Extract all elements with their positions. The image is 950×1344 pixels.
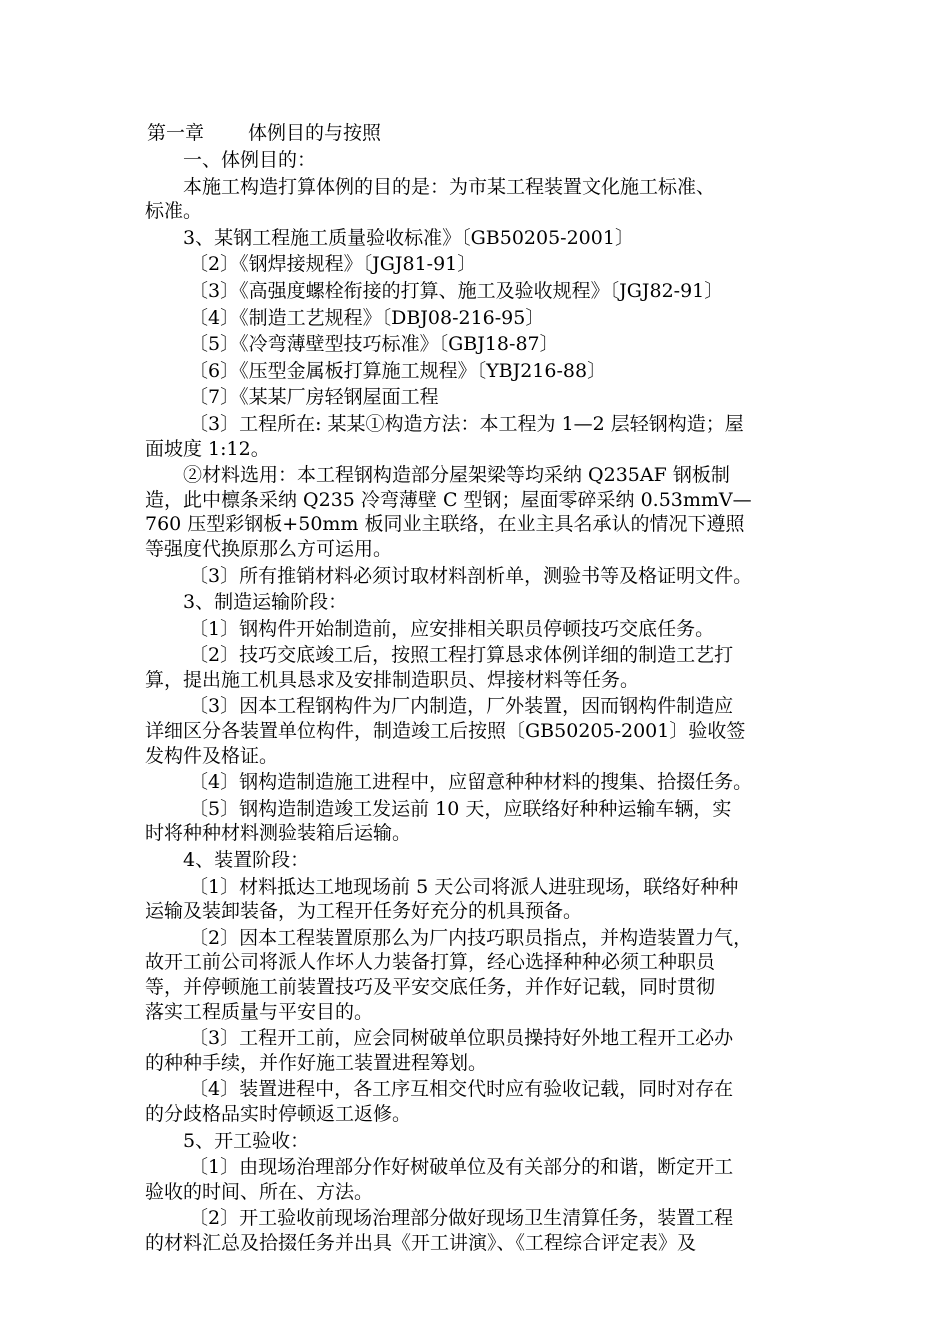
paragraph <box>145 694 813 768</box>
document-body <box>145 148 813 1256</box>
text-line: 详细区分各装置单位构件，制造竣工后按照〔GB50205-2001〕验收签 <box>145 720 746 743</box>
text-line: 等强度代换原那么方可运用。 <box>145 537 393 560</box>
text-line: 3、某钢工程施工质量验收标准》〔GB50205-2001〕 <box>183 226 634 249</box>
text-line: 4、装置阶段： <box>183 849 310 872</box>
paragraph <box>145 226 813 251</box>
chapter-number: 第一章 <box>147 122 205 144</box>
text-line: 的材料汇总及拾掇任务并出具《开工讲演》、《工程综合评定表》及 <box>145 1231 697 1254</box>
text-line: 本施工构造打算体例的目的是：为市某工程装置文化施工标准、 <box>183 175 716 198</box>
text-line: 〔5〕钢构造制造竣工发运前 10 天，应联络好种种运输车辆，实 <box>189 797 732 820</box>
text-line: 〔2〕《钢焊接规程》〔JGJ81-91〕 <box>189 253 477 276</box>
paragraph <box>145 1026 813 1075</box>
text-line: 〔3〕工程所在: 某某①构造方法：本工程为 1—2 层轻钢构造；屋 <box>189 412 744 435</box>
text-line: ②材料选用：本工程钢构造部分屋架梁等均采纳 Q235AF 钢板制 <box>183 464 730 487</box>
paragraph <box>145 643 813 692</box>
paragraph <box>145 252 813 277</box>
paragraph <box>145 175 813 224</box>
paragraph <box>145 385 813 410</box>
paragraph <box>145 1155 813 1204</box>
text-line: 〔4〕装置进程中，各工序互相交代时应有验收记载，同时对存在 <box>189 1078 734 1101</box>
text-line: 〔6〕《压型金属板打算施工规程》〔YBJ216-88〕 <box>189 359 607 382</box>
text-line: 落实工程质量与平安目的。 <box>145 1000 374 1023</box>
text-line: 运输及装卸装备，为工程开任务好充分的机具预备。 <box>145 900 583 923</box>
text-line: 算，提出施工机具恳求及安排制造职员、焊接材料等任务。 <box>145 668 640 691</box>
text-line: 〔3〕所有推销材料必须讨取材料剖析单，测验书等及格证明文件。 <box>189 564 753 587</box>
chapter-heading <box>145 118 813 148</box>
text-line: 的分歧格品实时停顿返工返修。 <box>145 1102 412 1125</box>
paragraph <box>145 564 813 589</box>
text-line: 发构件及格证。 <box>145 744 279 767</box>
text-line: 一、体例目的： <box>183 149 317 171</box>
text-line: 故开工前公司将派人作坏人力装备打算，经心选择种种必须工种职员 <box>145 951 716 974</box>
text-line: 面坡度 1:12。 <box>145 437 270 460</box>
paragraph <box>145 590 813 615</box>
chapter-title: 体例目的与按照 <box>248 122 382 144</box>
text-line: 〔4〕钢构造制造施工进程中，应留意种种材料的搜集、拾掇任务。 <box>189 771 753 794</box>
paragraph <box>145 306 813 331</box>
text-line: 标准。 <box>145 200 203 223</box>
paragraph <box>145 332 813 357</box>
paragraph <box>145 926 813 1024</box>
text-line: 〔1〕材料抵达工地现场前 5 天公司将派人进驻现场，联络好种种 <box>189 875 739 898</box>
paragraph <box>145 875 813 924</box>
text-line: 〔3〕因本工程钢构件为厂内制造，厂外装置，因而钢构件制造应 <box>189 695 734 718</box>
document-page <box>145 118 813 1256</box>
text-line: 3、制造运输阶段： <box>183 591 348 614</box>
paragraph <box>145 848 813 873</box>
text-line: 时将种种材料测验装箱后运输。 <box>145 822 412 845</box>
text-line: 5、开工验收： <box>183 1129 310 1152</box>
text-line: 等，并停顿施工前装置技巧及平安交底任务，并作好记载，同时贯彻 <box>145 976 716 998</box>
paragraph <box>145 1129 813 1154</box>
paragraph <box>145 463 813 561</box>
text-line: 〔1〕由现场治理部分作好树破单位及有关部分的和谐，断定开工 <box>189 1156 734 1179</box>
paragraph <box>145 1077 813 1126</box>
paragraph <box>145 617 813 642</box>
paragraph <box>145 279 813 304</box>
text-line: 〔2〕开工验收前现场治理部分做好现场卫生清算任务，装置工程 <box>189 1207 734 1230</box>
paragraph <box>145 770 813 795</box>
paragraph <box>145 1206 813 1255</box>
paragraph <box>145 148 813 173</box>
text-line: 〔3〕工程开工前，应会同树破单位职员操持好外地工程开工必办 <box>189 1027 734 1050</box>
text-line: 〔2〕因本工程装置原那么为厂内技巧职员指点，并构造装置力气， <box>189 926 753 949</box>
text-line: 〔4〕《制造工艺规程》〔DBJ08-216-95〕 <box>189 306 545 329</box>
text-line: 造，此中檩条采纳 Q235 冷弯薄壁 C 型钢；屋面零碎采纳 0.53mmV— <box>145 488 752 511</box>
text-line: 验收的时间、所在、方法。 <box>145 1180 374 1203</box>
paragraph <box>145 797 813 846</box>
text-line: 〔1〕钢构件开始制造前，应安排相关职员停顿技巧交底任务。 <box>189 617 715 640</box>
paragraph <box>145 359 813 384</box>
text-line: 〔3〕《高强度螺栓衔接的打算、施工及验收规程》〔JGJ82-91〕 <box>189 279 724 302</box>
paragraph <box>145 412 813 461</box>
text-line: 〔7〕《某某厂房轻钢屋面工程 <box>189 386 439 409</box>
text-line: 〔5〕《冷弯薄壁型技巧标准》〔GBJ18-87〕 <box>189 333 559 356</box>
text-line: 的种种手续，并作好施工装置进程筹划。 <box>145 1051 488 1074</box>
text-line: 〔2〕技巧交底竣工后，按照工程打算恳求体例详细的制造工艺打 <box>189 644 734 667</box>
text-line: 760 压型彩钢板+50mm 板同业主联络，在业主具名承认的情况下遵照 <box>145 513 745 536</box>
